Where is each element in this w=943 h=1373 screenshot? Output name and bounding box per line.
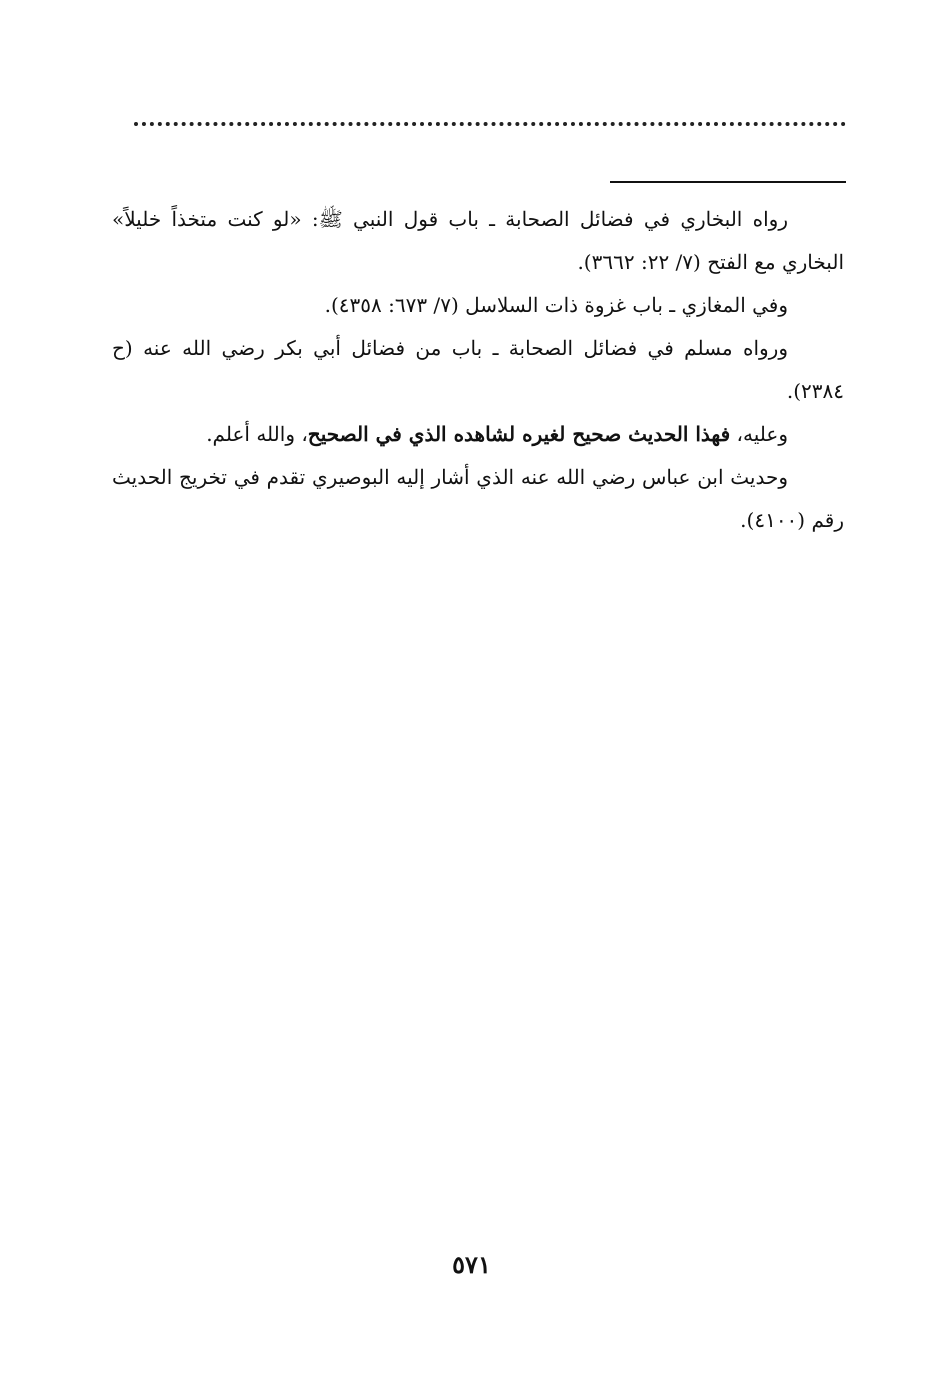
page-number: ٥٧١ xyxy=(452,1250,491,1279)
paragraph-conclusion xyxy=(112,413,844,456)
paragraph-ibn-abbas: وحديث ابن عباس رضي الله عنه الذي أشار إليه البوصيري تقدم في تخريج الحديث رقم (٤١٠٠). xyxy=(112,465,844,532)
paragraph-bukhari-fadail: رواه البخاري في فضائل الصحابة ـ باب قول النبي ﷺ: «لو كنت متخذاً خليلاً» البخاري مع الفتح (٧/ ٢٢: ٣٦٦٢). xyxy=(112,207,844,274)
dotted-separator xyxy=(134,122,846,126)
conclusion-verdict: فهذا الحديث صحيح لغيره لشاهده الذي في الصحيح xyxy=(307,422,731,446)
footnote-rule xyxy=(610,181,846,183)
paragraph-bukhari-maghazi: وفي المغازي ـ باب غزوة ذات السلاسل (٧/ ٦٧٣: ٤٣٥٨). xyxy=(324,293,788,317)
paragraph-muslim: ورواه مسلم في فضائل الصحابة ـ باب من فضائل أبي بكر رضي الله عنه (ح ٢٣٨٤). xyxy=(112,336,844,403)
footnote-text-block xyxy=(112,198,844,542)
conclusion-lead: وعليه، xyxy=(730,422,788,446)
conclusion-tail: ، والله أعلم. xyxy=(206,422,308,446)
